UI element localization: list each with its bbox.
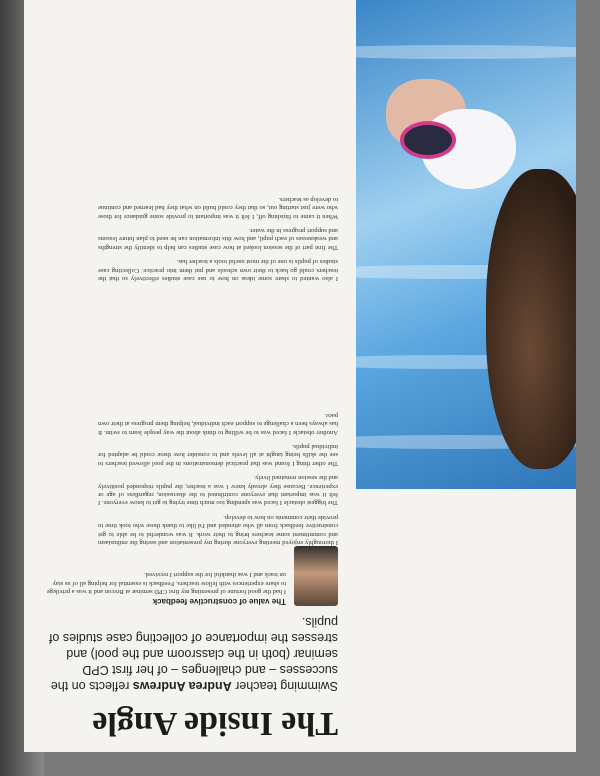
body-column-1 <box>98 404 338 546</box>
body-column-2 <box>98 188 338 282</box>
magazine-page <box>24 0 576 752</box>
standfirst-text: reflects on the successes – and challenges – of her first CPD seminar (both in the classroom and the pool) and stresses the importance of collecting case studies of pupils. <box>48 615 338 693</box>
body-paragraph: The other thing I found was that practical demonstrations in the pool allowed teachers to see the skills being taught at all levels and to consider how these could be adapted for individual pupils. <box>98 442 338 467</box>
body-paragraph: The biggest obstacle I faced was spending too much time trying to get to know everyone. I felt it was important that everyone contributed to the discussion, regardless of age or experience. Because they already knew I was a teacher, the pupils responded positively and the session remained lively. <box>98 474 338 507</box>
body-paragraph: When it came to finishing off, I felt it was important to provide some guidance for those who were just starting out, so that they could build on what they had learned and continue to develop as teachers. <box>98 195 338 220</box>
sidebar-text: I had the good fortune of presenting my first CPD seminar at Brecon and it was a privilege to share experiences with fellow teachers. Feedback is essential for helping all of us stay on track and I was thankful for the support I received. <box>46 571 286 595</box>
author-name: Andrea Andrews <box>132 679 232 693</box>
water-ripple <box>356 45 576 59</box>
body-paragraph: I thoroughly enjoyed meeting everyone during my presentation and seeing the enthusiasm and commitment some teachers bring to their work. It was wonderful to be able to get constructive feedback from all who attended and I'd like to thank those who took time to provide their comments on how to develop. <box>98 513 338 546</box>
author-portrait <box>294 546 338 606</box>
body-paragraph: Another obstacle I faced was to be willing to think about the way people learn to swim. It has always been a challenge to support each individual, helping them progress at their own pace. <box>98 411 338 436</box>
standfirst-lead: Swimming teacher <box>231 679 338 693</box>
swimmer-photo <box>356 0 576 489</box>
body-paragraph: The first part of the session looked at how case studies can help to identify the strengths and weaknesses of each pupil, and how this information can be used to plan future lessons and support progress in the water. <box>98 226 338 251</box>
standfirst <box>38 614 338 694</box>
swim-goggles <box>400 121 456 159</box>
sidebar-heading: The value of constructive feedback <box>152 597 286 606</box>
swimmer-shoulder <box>486 169 576 469</box>
body-paragraph: I also wanted to share some ideas on how to use case studies effectively so that the teachers could go back to their own schools and put them into practice. Collecting case studies of pupils is one of the most useful tools a teacher has. <box>98 258 338 282</box>
article-title: The Inside Angle <box>92 705 338 742</box>
